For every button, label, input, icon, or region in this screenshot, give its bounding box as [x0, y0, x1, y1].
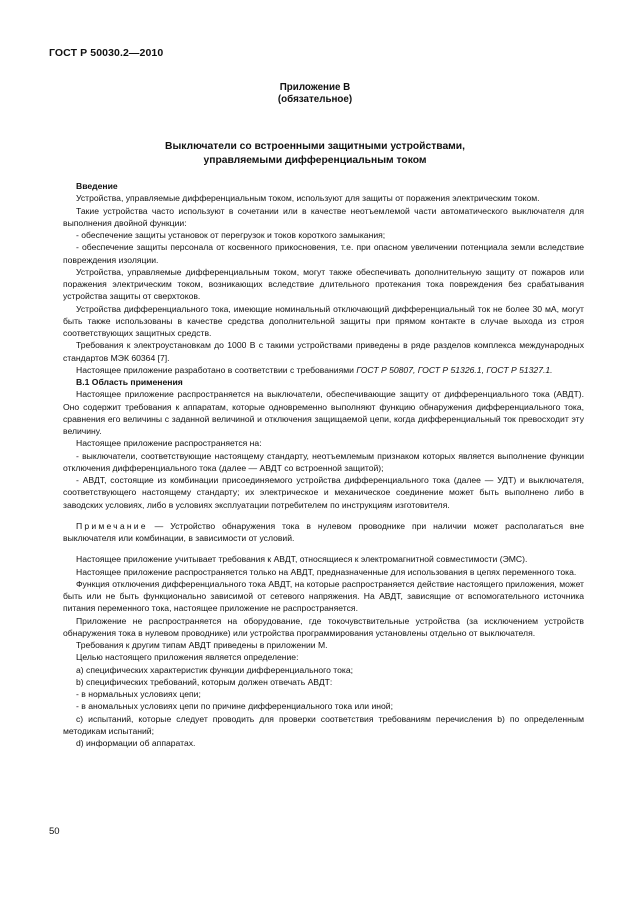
references-lead: Настоящее приложение разработано в соответствии с требованиями	[76, 364, 357, 375]
list-item: d) информации об аппаратах.	[76, 738, 196, 748]
paragraph: Целью настоящего приложения является определение:	[76, 652, 299, 663]
paragraph: Приложение не распространяется на оборудование, где токочувствительные устройства (за исключением устройств обнаружения тока в нулевом проводнике) или устройства программирования установлены отдельно от выключателя.	[63, 615, 584, 638]
paragraph: Устройства, управляемые дифференциальным током, используют для защиты от поражения электрическим током.	[76, 193, 540, 204]
title-line-1: Выключатели со встроенными защитными устройствами,	[165, 141, 465, 152]
paragraph: Требования к другим типам АВДТ приведены в приложении M.	[76, 640, 328, 650]
paragraph-references	[63, 364, 584, 376]
appendix-heading	[0, 82, 630, 106]
note-label: Примечание	[76, 520, 148, 531]
appendix-name: Приложение B	[279, 82, 351, 93]
list-item: - обеспечение защиты установок от перегрузок и токов короткого замыкания;	[76, 230, 386, 240]
paragraph: Такие устройства часто используют в сочетании или в качестве неотъемлемой части автоматического выключателя для выполнения двойной функции:	[63, 205, 584, 228]
paragraph: Устройства дифференциального тока, имеющие номинальный отключающий дифференциальный ток не более 30 мА, могут быть также использованы в качестве средства дополнительной защиты при прямом контакте в случае выхода из строя соответствующих защитных средств.	[63, 303, 584, 338]
paragraph: Функция отключения дифференциального тока АВДТ, на которые распространяется действие настоящего приложения, может быть или не быть функционально зависимой от сетевого напряжения. На АВДТ, зависящие от вспомогательного источника питания переменного тока, настоящее приложение не распространяется.	[63, 578, 584, 614]
appendix-title	[0, 140, 630, 168]
title-line-2: управляемыми дифференциальным током	[203, 155, 427, 166]
list-item: b) специфических требований, которым должен отвечать АВДТ:	[76, 676, 333, 687]
document-code: ГОСТ Р 50030.2—2010	[49, 47, 164, 59]
appendix-status: (обязательное)	[277, 94, 353, 105]
note-text: — Устройство обнаружения тока в нулевом проводнике при наличии может располагаться вне выключателя или комбинации, в зависимости от условий.	[63, 520, 584, 543]
note	[63, 520, 584, 545]
list-item: - в аномальных условиях цепи по причине дифференциального тока или иной;	[76, 701, 393, 712]
paragraph: Настоящее приложение распространяется только на АВДТ, предназначенные для использования в цепях переменного тока.	[76, 566, 577, 577]
list-item: c) испытаний, которые следует проводить для проверки соответствия требованиям перечисления b) по определенным методикам испытаний;	[63, 713, 584, 736]
standard-references: ГОСТ Р 50807, ГОСТ Р 51326.1, ГОСТ Р 51327.1.	[356, 364, 553, 375]
paragraph: Настоящее приложение распространяется на выключатели, обеспечивающие защиту от дифференциального тока (АВДТ). Оно содержит требования к аппаратам, которые одновременно выполняют функцию обнаружения дифференциального тока, сравнения его величины с заданной величиной и отключения защищаемой цепи, когда дифференциальный ток превосходит эту величину.	[63, 389, 584, 436]
paragraph: Настоящее приложение распространяется на:	[76, 438, 262, 449]
document-body	[63, 180, 584, 749]
list-item: a) специфических характеристик функции дифференциального тока;	[76, 664, 354, 675]
page-number: 50	[49, 826, 60, 837]
list-item: - выключатели, соответствующие настоящему стандарту, неотъемлемым признаком которых является выполнение функции отключения дифференциального тока (далее — АВДТ со встроенной защитой);	[63, 450, 584, 473]
paragraph: Требования к электроустановкам до 1000 В с такими устройствами приведены в ряде разделов комплекса международных стандартов МЭК 60364 [7].	[63, 340, 584, 363]
intro-heading: Введение	[76, 181, 118, 191]
scope-heading: B.1 Область применения	[76, 377, 183, 387]
list-item: - в нормальных условиях цепи;	[76, 689, 201, 699]
list-item: - обеспечение защиты персонала от косвенного прикосновения, т.е. при опасном увеличении потенциала земли вследствие повреждения изоляции.	[63, 242, 584, 265]
paragraph: Устройства, управляемые дифференциальным током, могут также обеспечивать дополнительную защиту от пожаров или поражения электрическим током, возникающих вследствие длительного протекания тока повреждения без срабатывания устройства защиты от сверхтоков.	[63, 266, 584, 302]
list-item: - АВДТ, состоящие из комбинации присоединяемого устройства дифференциального тока (далее — УДТ) и выключателя, соответствующего настоящему стандарту; их электрическое и механическое соединение может быть выполнено либо в заводских условиях, либо в условиях эксплуатации потребителем по инструкциям изготовителя.	[63, 475, 584, 510]
paragraph: Настоящее приложение учитывает требования к АВДТ, относящиеся к электромагнитной совместимости (ЭМС).	[76, 554, 528, 565]
